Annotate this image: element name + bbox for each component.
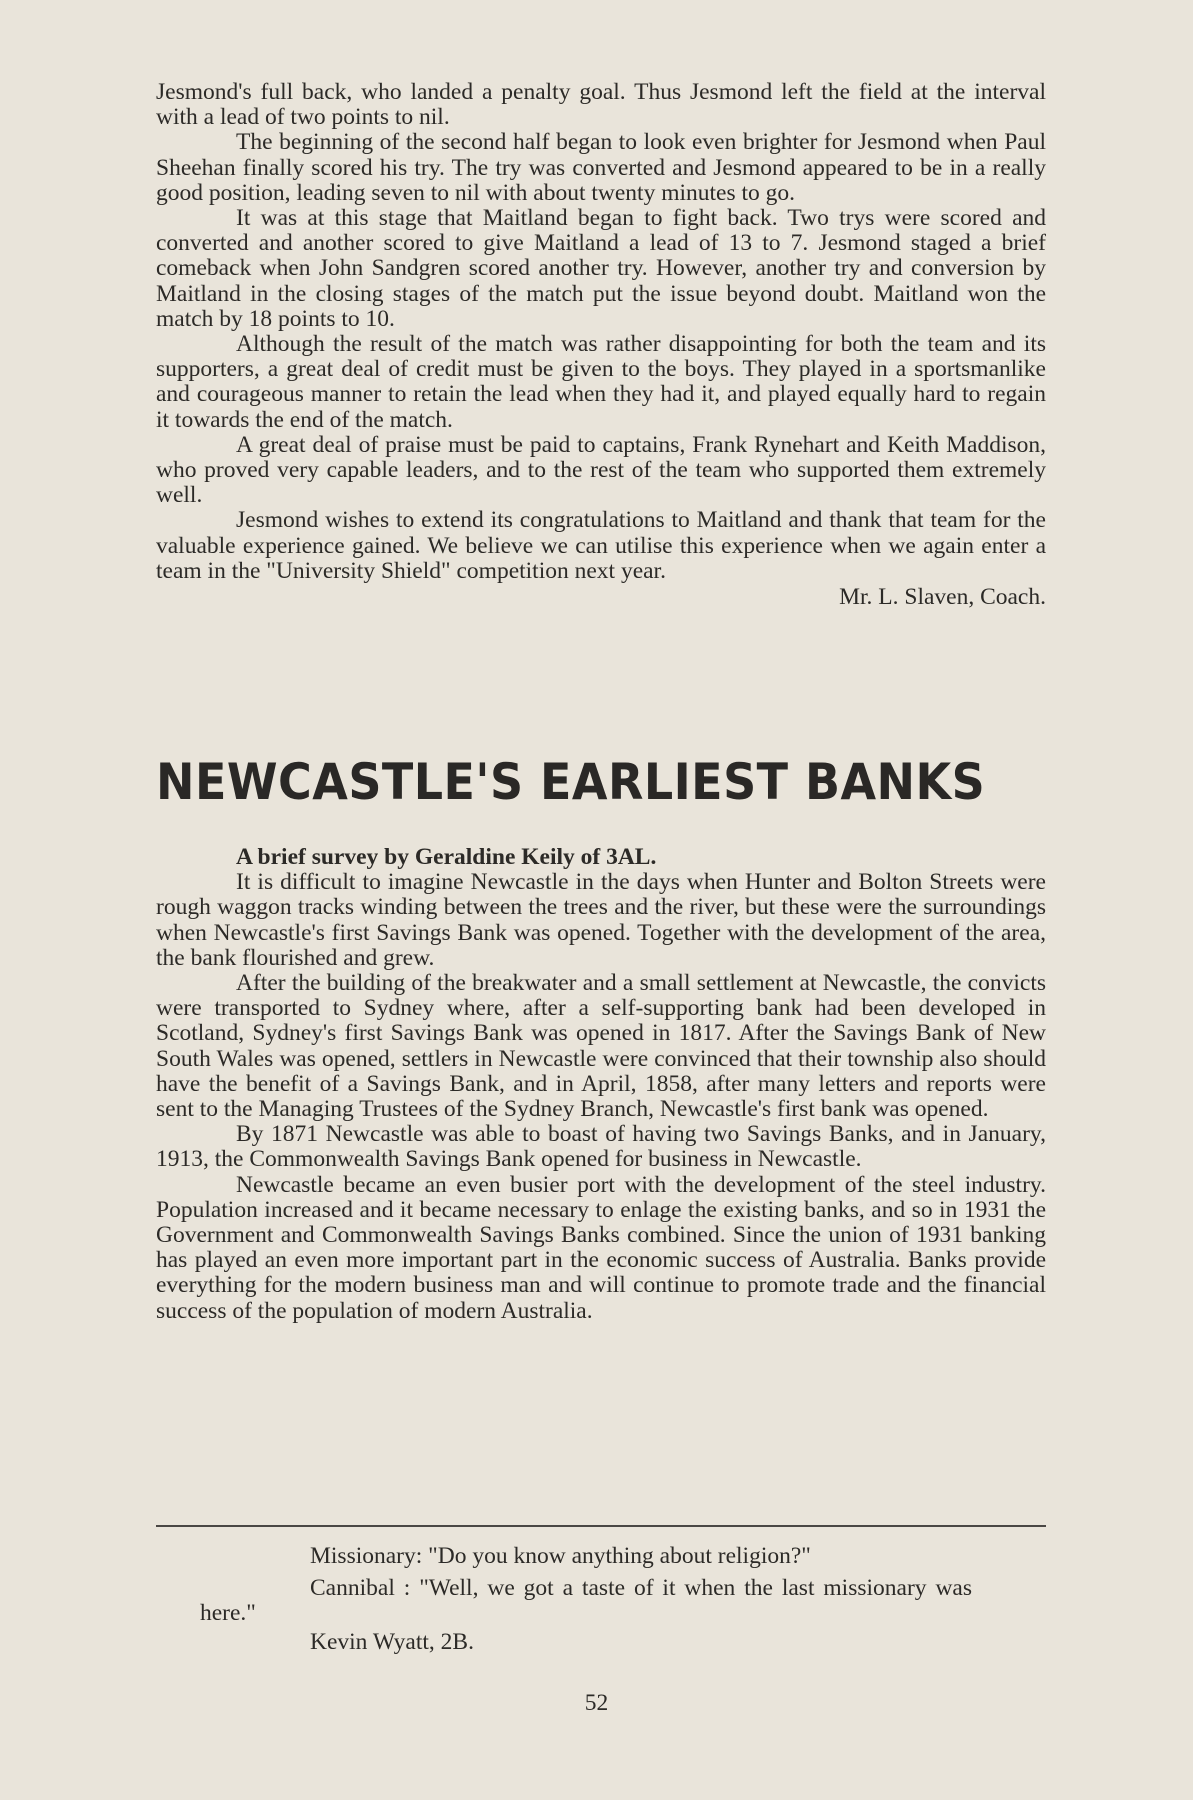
- joke-section: [200, 1544, 972, 1655]
- paragraph: Newcastle became an even busier port with the development of the steel industry. Population increased and it became necessary to enlage the existing banks, and so in 1931 the Government and Commonwealth Savings Banks combined. Since the union of 1931 banking has played an even more important part in the economic success of Australia. Banks provide everything for the modern business man and will continue to promote trade and the financial success of the population of modern Australia.: [156, 1171, 1046, 1324]
- paragraph: It is difficult to imagine Newcastle in the days when Hunter and Bolton Streets were rough waggon tracks winding between the trees and the river, but these were the surroundings when Newcastle's first Savings Bank was opened. Together with the development of the area, the bank flourished and grew.: [156, 869, 1046, 971]
- banks-article: [156, 845, 1046, 1324]
- paragraph: It was at this stage that Maitland began to fight back. Two trys were scored and converted and another scored to give Maitland a lead of 13 to 7. Jesmond staged a brief comeback when John Sandgren scored another try. However, another try and conversion by Maitland in the closing stages of the match put the issue beyond doubt. Maitland won the match by 18 points to 10.: [156, 205, 1046, 332]
- article-title: NEWCASTLE'S EARLIEST BANKS: [156, 753, 986, 811]
- paragraph: Jesmond's full back, who landed a penalty goal. Thus Jesmond left the field at the interval with a lead of two points to nil.: [156, 79, 1046, 131]
- paragraph: Jesmond wishes to extend its congratulations to Maitland and thank that team for the valuable experience gained. We believe we can utilise this experience when we again enter a team in the "University Shield" competition next year.: [156, 507, 1046, 584]
- paragraph: The beginning of the second half began to look even brighter for Jesmond when Paul Sheehan finally scored his try. The try was converted and Jesmond appeared to be in a really good position, leading seven to nil with about twenty minutes to go.: [156, 129, 1046, 206]
- paragraph: By 1871 Newcastle was able to boast of having two Savings Banks, and in January, 1913, the Commonwealth Savings Bank opened for business in Newcastle.: [156, 1121, 1046, 1173]
- joke-signature: Kevin Wyatt, 2B.: [310, 1628, 474, 1655]
- section-divider: [156, 1525, 1046, 1527]
- rugby-report-article: [156, 80, 1046, 610]
- coach-signature: Mr. L. Slaven, Coach.: [839, 584, 1046, 611]
- paragraph: After the building of the breakwater and a small settlement at Newcastle, the convicts were transported to Sydney where, after a self-supporting bank had been developed in Scotland, Sydney's first Savings Bank was opened in 1817. After the Savings Bank of New South Wales was opened, settlers in Newcastle were convinced that their township also should have the benefit of a Savings Bank, and in April, 1858, after many letters and reports were sent to the Managing Trustees of the Sydney Branch, Newcastle's first bank was opened.: [156, 970, 1046, 1123]
- page-number: 52: [584, 1690, 609, 1716]
- paragraph: Although the result of the match was rather disappointing for both the team and its supporters, a great deal of credit must be given to the boys. They played in a sportsmanlike and courageous manner to retain the lead when they had it, and played equally hard to regain it towards the end of the match.: [156, 331, 1046, 433]
- paragraph: A great deal of praise must be paid to captains, Frank Rynehart and Keith Maddison, who proved very capable leaders, and to the rest of the team who supported them extremely well.: [156, 431, 1046, 509]
- byline: A brief survey by Geraldine Keily of 3AL.: [236, 844, 657, 870]
- cannibal-line: Cannibal : "Well, we got a taste of it when the last missionary was here.": [200, 1574, 972, 1626]
- missionary-line: Missionary: "Do you know anything about religion?": [310, 1543, 811, 1569]
